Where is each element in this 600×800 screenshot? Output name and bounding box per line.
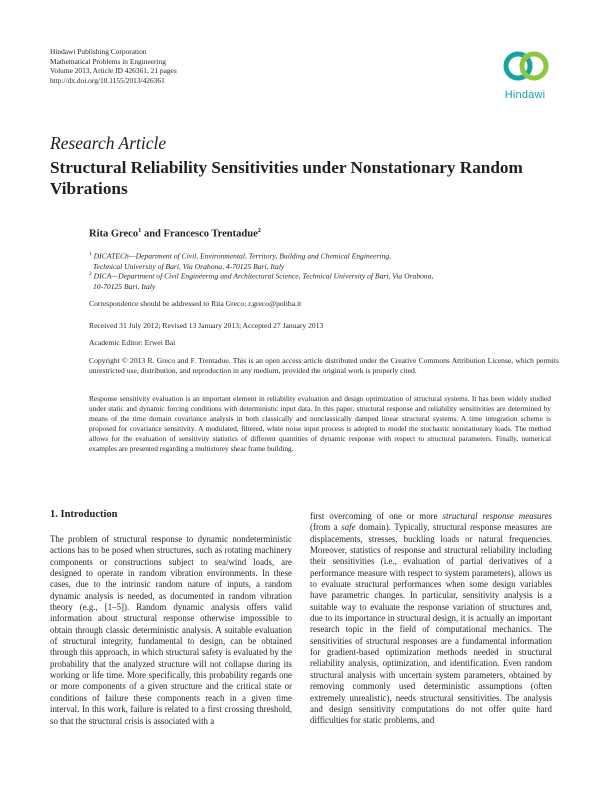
author-name: Francesco Trentadue [163,228,258,240]
body-italic-text: structural response measures [442,511,552,521]
doi-link[interactable]: http://dx.doi.org/10.1155/2013/426361 [50,75,165,85]
author-name: Rita Greco [89,228,139,240]
affiliation-mark: 1 [89,251,92,257]
author-affiliation-mark: 2 [257,227,261,234]
affiliation-mark: 2 [89,271,92,277]
author-affiliation-mark: 1 [138,227,142,234]
body-column-left [50,534,292,727]
article-type: Research Article [50,133,167,153]
affiliation-line: 10-70125 Bari, Italy [93,282,156,292]
volume-info: Volume 2013, Article ID 426361, 21 pages [50,66,177,76]
publisher-name: Hindawi Publishing Corporation [50,47,147,56]
affiliation-line: DICA—Department of Civil Engineering and Architectural Science, Technical University of Bari, Via Orabona, [93,271,434,281]
article-title: Structural Reliability Sensitivities under Nonstationary Random Vibrations [50,158,523,198]
body-paragraph: The problem of structural response to dynamic nondeterministic actions has to be posed when structures, such as rotating machinery components or constructions subject to sea/wind loads, are designed to operate in random vibration environments. In these cases, due to the intrinsic random nature of inputs, a random dynamic analysis is needed, as documented in random vibration theory (e.g., [1–5]). Random dynamic analysis offers valid information about structural response otherwise impossible to obtain through classic deterministic analysis. A suitable evaluation of structural integrity, fundamental to design, can be obtained through this approach, in which structural safety is evaluated by the probability that the analyzed structure will not collapse during its working or life time. More specifically, this probability regards one or more components of a given structure and the critical state or conditions of failure these components reach in a given time interval. In this work, failure is related to a first crossing threshold, so that the structural crisis is associated with a [50,534,292,726]
body-text: domain). Typically, structural response measures are displacements, stresses, buckling loads or natural frequencies. Moreover, statistics of response and structural reliability including their sensitivities (i.e., evaluation of partial derivatives of a performance measure with respect to system parameters), allows us to evaluate structural performances when some design variables have parametric changes. In particular, sensitivity analysis is a suitable way to evaluate the response variation of structures and, due to its importance in structural design, it is actually an important research topic in the field of computational mechanics. The sensitivities of structural responses are a fundamental information for gradient-based optimization methods needed in structural reliability analysis, optimization, and identification. Even random structural analysis with uncertain system parameters, obtained by removing commonly used deterministic assumptions (often extremely unrealistic), needs structural sensitivities. The analysis and design sensitivity computations do not offer quite hard difficulties for static problems, and [310,522,552,726]
body-column-right [310,511,552,727]
copyright-notice: Copyright © 2013 R. Greco and F. Trentadue. This is an open access article distributed under the Creative Commons Attribution License, which permits unrestricted use, distribution, and reproduction in any medium, provided the original work is properly cited. [89,356,559,375]
received-dates: Received 31 July 2012; Revised 13 January 2013; Accepted 27 January 2013 [89,321,324,330]
affiliation [89,269,559,293]
academic-editor: Academic Editor: Erwei Bai [89,338,176,347]
affiliation-line: DICATECh—Department of Civil, Environmental, Territory, Building and Chemical Engineering, [93,251,392,261]
affiliation-line: Technical University of Bari, Via Orabona, 4-70125 Bari, Italy [93,262,285,272]
abstract: Response sensitivity evaluation is an important element in reliability evaluation and design optimization of structural systems. It has been widely studied under static and dynamic forcing conditions with deterministic input data. In this paper, structural response and reliability sensitivities are determined by means of the time domain covariance analysis in both classically and nonclassically damped linear structural systems. A time integration scheme is proposed for covariance sensitivity. A modulated, filtered, white noise input process is adopted to model the stochastic nonstationary loads. The method allows for the evaluation of sensitivity statistics of different quantities of dynamic response with respect to structural parameters. Finally, numerical examples are presented regarding a multistorey shear frame building. [89,394,551,454]
author-conjunction: and [141,228,164,240]
body-italic-text: safe [341,522,356,533]
journal-header [50,47,177,85]
hindawi-wordmark: Hindawi [504,89,546,101]
body-text: (from a [310,522,342,533]
author-list [89,227,261,240]
journal-name: Mathematical Problems in Engineering [50,56,166,66]
body-text: first overcoming of one or more [310,511,443,521]
section-heading: 1. Introduction [50,509,118,520]
body-paragraph [310,511,552,727]
correspondence: Correspondence should be addressed to Rita Greco; r.greco@poliba.it [89,299,302,308]
